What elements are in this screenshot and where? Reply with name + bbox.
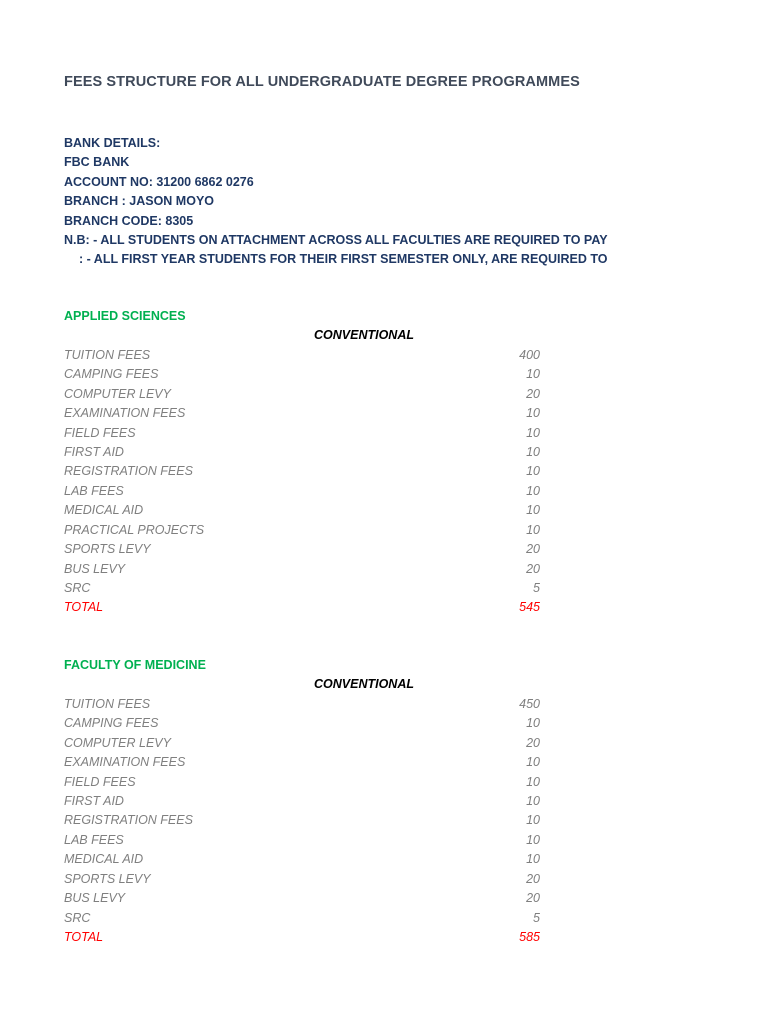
- bank-name: FBC BANK: [64, 155, 130, 170]
- fee-row: [64, 424, 540, 443]
- fee-label: TUITION FEES: [64, 347, 151, 362]
- total-row: [64, 928, 540, 947]
- fee-amount: 20: [526, 386, 540, 401]
- fee-row: [64, 462, 540, 481]
- fee-amount: 10: [526, 406, 540, 421]
- fee-row: [64, 404, 540, 423]
- fee-label: FIRST AID: [64, 444, 124, 459]
- fee-amount: 5: [533, 910, 540, 925]
- branch-name: BRANCH : JASON MOYO: [64, 194, 215, 209]
- fee-row: [64, 579, 540, 598]
- fee-row: [64, 811, 540, 830]
- fee-amount: 10: [526, 852, 540, 867]
- fee-row: [64, 773, 540, 792]
- fee-row: [64, 870, 540, 889]
- total-amount: 585: [519, 930, 540, 945]
- fee-row: [64, 831, 540, 850]
- fee-amount: 20: [526, 735, 540, 750]
- total-label: TOTAL: [64, 930, 104, 945]
- attachment-note: N.B: - ALL STUDENTS ON ATTACHMENT ACROSS ALL FACULTIES ARE REQUIRED TO PAY: [64, 232, 608, 247]
- section-applied-sciences: [64, 307, 540, 618]
- account-number: ACCOUNT NO: 31200 6862 0276: [64, 174, 254, 189]
- fee-amount: 10: [526, 813, 540, 828]
- bank-details-heading: BANK DETAILS:: [64, 136, 161, 150]
- fee-amount: 20: [526, 891, 540, 906]
- total-amount: 545: [519, 600, 540, 615]
- fee-label: CAMPING FEES: [64, 716, 159, 731]
- fee-label: COMPUTER LEVY: [64, 735, 171, 750]
- fee-label: EXAMINATION FEES: [64, 406, 186, 421]
- section-faculty-of-medicine: [64, 656, 540, 947]
- fee-amount: 10: [526, 774, 540, 789]
- fee-label: FIRST AID: [64, 793, 124, 808]
- fee-row: [64, 909, 540, 928]
- fee-row: [64, 365, 540, 384]
- fee-amount: 10: [526, 464, 540, 479]
- fee-row: [64, 346, 540, 365]
- fee-label: MEDICAL AID: [64, 503, 144, 518]
- total-row: [64, 598, 540, 617]
- fee-label: CAMPING FEES: [64, 367, 159, 382]
- fee-label: FIELD FEES: [64, 425, 136, 440]
- fee-amount: 10: [526, 483, 540, 498]
- first-year-note: : - ALL FIRST YEAR STUDENTS FOR THEIR FIRST SEMESTER ONLY, ARE REQUIRED TO: [79, 252, 608, 267]
- fee-label: MEDICAL AID: [64, 852, 144, 867]
- fee-label: SPORTS LEVY: [64, 871, 151, 886]
- fee-row: [64, 560, 540, 579]
- fee-amount: 5: [533, 581, 540, 596]
- fee-amount: 10: [526, 522, 540, 537]
- fee-label: TUITION FEES: [64, 696, 151, 711]
- fee-row: [64, 501, 540, 520]
- fee-row: [64, 753, 540, 772]
- fee-row: [64, 443, 540, 462]
- fee-row: [64, 521, 540, 540]
- fee-row: [64, 540, 540, 559]
- fee-label: PRACTICAL PROJECTS: [64, 522, 205, 537]
- fee-amount: 10: [526, 755, 540, 770]
- fee-label: LAB FEES: [64, 483, 124, 498]
- fee-amount: 10: [526, 444, 540, 459]
- fee-label: FIELD FEES: [64, 774, 136, 789]
- fee-amount: 400: [519, 347, 540, 362]
- fee-label: LAB FEES: [64, 832, 124, 847]
- bank-details: [64, 134, 608, 270]
- branch-code: BRANCH CODE: 8305: [64, 213, 194, 228]
- fee-amount: 20: [526, 871, 540, 886]
- fee-amount: 10: [526, 425, 540, 440]
- fee-label: REGISTRATION FEES: [64, 813, 193, 828]
- fee-row: [64, 889, 540, 908]
- fee-label: BUS LEVY: [64, 561, 126, 576]
- fee-label: EXAMINATION FEES: [64, 755, 186, 770]
- fee-label: SRC: [64, 581, 91, 596]
- fee-row: [64, 850, 540, 869]
- total-label: TOTAL: [64, 600, 104, 615]
- page-title: FEES STRUCTURE FOR ALL UNDERGRADUATE DEGREE PROGRAMMES: [64, 74, 580, 90]
- section-title: APPLIED SCIENCES: [64, 309, 186, 323]
- fee-amount: 10: [526, 367, 540, 382]
- fee-amount: 450: [519, 696, 540, 711]
- fee-amount: 10: [526, 503, 540, 518]
- fee-label: COMPUTER LEVY: [64, 386, 171, 401]
- fee-amount: 10: [526, 793, 540, 808]
- fee-amount: 10: [526, 716, 540, 731]
- fee-row: [64, 385, 540, 404]
- section-subheading: CONVENTIONAL: [314, 677, 414, 692]
- fee-amount: 10: [526, 832, 540, 847]
- fee-label: BUS LEVY: [64, 891, 126, 906]
- section-subheading: CONVENTIONAL: [314, 328, 414, 343]
- fee-label: REGISTRATION FEES: [64, 464, 193, 479]
- fee-label: SPORTS LEVY: [64, 542, 151, 557]
- section-title: FACULTY OF MEDICINE: [64, 658, 206, 672]
- fee-amount: 20: [526, 561, 540, 576]
- fee-label: SRC: [64, 910, 91, 925]
- fee-row: [64, 482, 540, 501]
- fee-row: [64, 714, 540, 733]
- fee-row: [64, 695, 540, 714]
- fee-row: [64, 792, 540, 811]
- fee-row: [64, 734, 540, 753]
- fee-amount: 20: [526, 542, 540, 557]
